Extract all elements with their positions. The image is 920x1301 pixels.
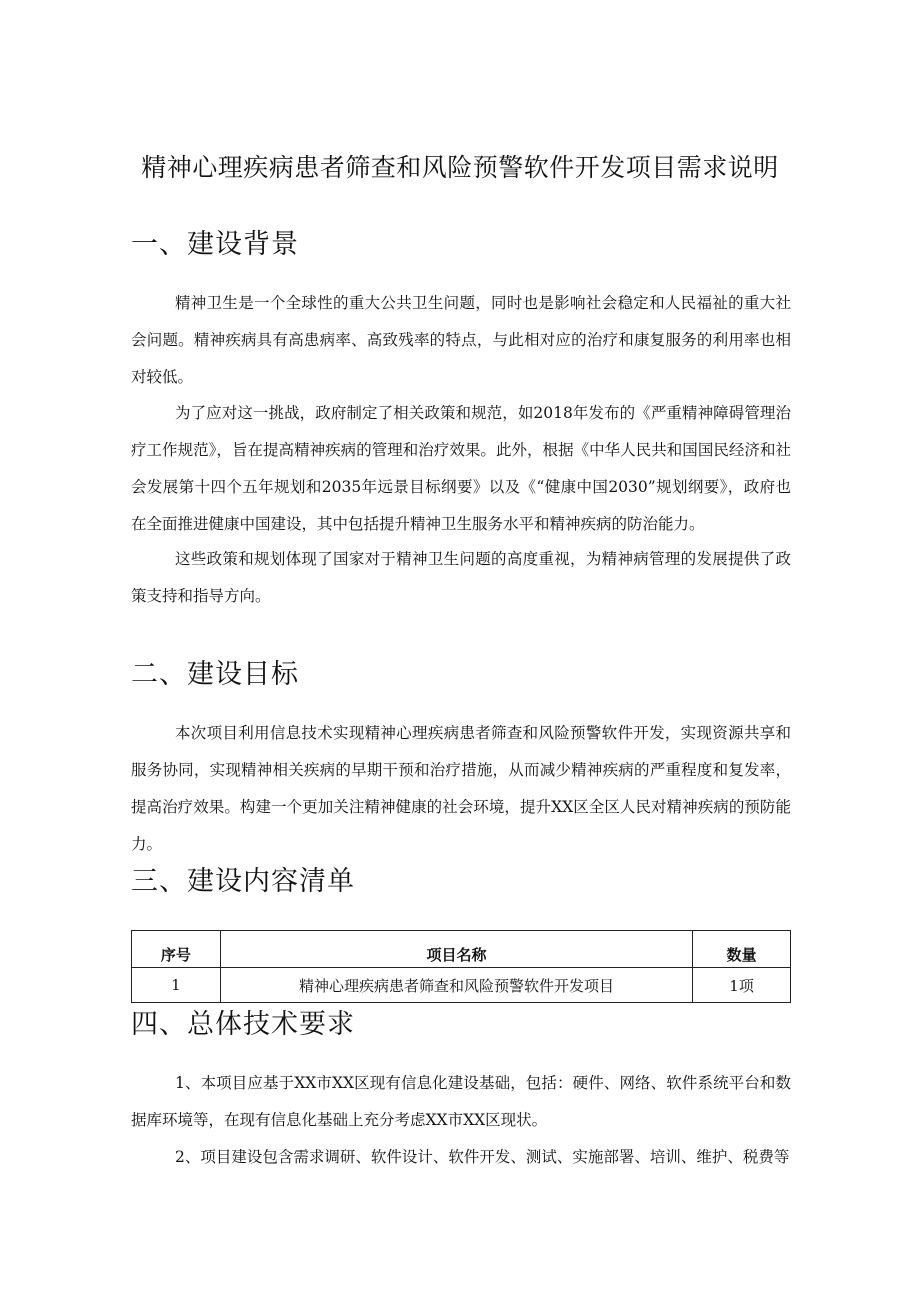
paragraph: 精神卫生是一个全球性的重大公共卫生问题，同时也是影响社会稳定和人民福祉的重大社会问题。精神疾病具有高患病率、高致残率的特点，与此相对应的治疗和康复服务的利用率也相对较低。: [131, 294, 791, 386]
cell-index: 1: [132, 968, 221, 1003]
column-header-name: 项目名称: [220, 931, 692, 968]
column-header-index: 序号: [132, 931, 221, 968]
section-heading-content-list: 三、建设内容清单: [131, 866, 355, 897]
cell-name: 精神心理疾病患者筛查和风险预警软件开发项目: [220, 968, 692, 1003]
paragraph: 本次项目利用信息技术实现精神心理疾病患者筛查和风险预警软件开发，实现资源共享和服务协同，实现精神相关疾病的早期干预和治疗措施，从而减少精神疾病的严重程度和复发率，提高治疗效果。构建一个更加关注精神健康的社会环境，提升XX区全区人民对精神疾病的预防能力。: [131, 724, 791, 853]
paragraph: 1、本项目应基于XX市XX区现有信息化建设基础，包括：硬件、网络、软件系统平台和数据库环境等，在现有信息化基础上充分考虑XX市XX区现状。: [131, 1074, 791, 1129]
table-header-row: [132, 931, 791, 968]
section-heading-goals: 二、建设目标: [131, 659, 299, 690]
document-title: 精神心理疾病患者筛查和风险预警软件开发项目需求说明: [141, 153, 779, 182]
paragraph: 2、项目建设包含需求调研、软件设计、软件开发、测试、实施部署、培训、维护、税费等: [175, 1148, 790, 1166]
content-list-table: [131, 930, 791, 1003]
cell-quantity: 1项: [693, 968, 791, 1003]
table-row: [132, 968, 791, 1003]
section-heading-tech-requirements: 四、总体技术要求: [131, 1009, 355, 1040]
paragraph: 这些政策和规划体现了国家对于精神卫生问题的高度重视，为精神病管理的发展提供了政策支持和指导方向。: [131, 550, 791, 605]
column-header-quantity: 数量: [693, 931, 791, 968]
paragraph: 为了应对这一挑战，政府制定了相关政策和规范，如2018年发布的《严重精神障碍管理治疗工作规范》，旨在提高精神疾病的管理和治疗效果。此外，根据《中华人民共和国国民经济和社会发展第十四个五年规划和2035年远景目标纲要》以及《“健康中国2030”规划纲要》，政府也在全面推进健康中国建设，其中包括提升精神卫生服务水平和精神疾病的防治能力。: [131, 404, 791, 533]
section-heading-background: 一、建设背景: [131, 229, 299, 260]
